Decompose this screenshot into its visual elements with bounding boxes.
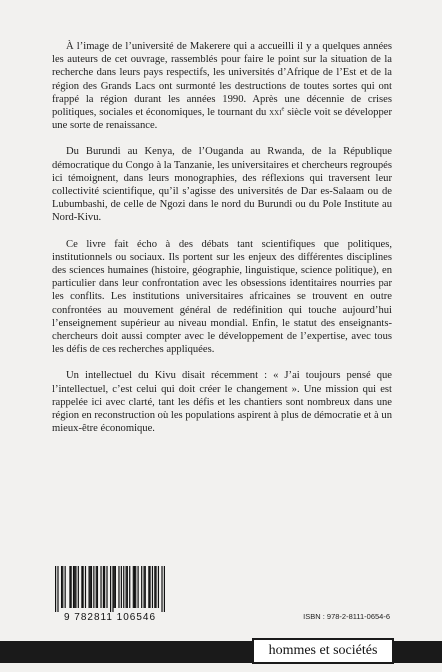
barcode-bar — [164, 566, 165, 612]
barcode-bar — [149, 566, 150, 608]
barcode-digits: 9 782811 106546 — [63, 612, 157, 623]
barcode-bar — [69, 566, 70, 608]
barcode-bar — [106, 566, 107, 608]
barcode-bar — [158, 566, 159, 608]
blurb-text — [52, 40, 392, 435]
barcode-bar — [126, 566, 127, 608]
barcode-bar — [81, 566, 82, 608]
barcode-bar — [133, 566, 134, 608]
barcode-bar — [78, 566, 79, 608]
barcode-bar — [75, 566, 76, 608]
barcode-bar — [73, 566, 74, 608]
barcode-bar — [61, 566, 62, 608]
barcode-bar — [123, 566, 124, 608]
barcode-bar — [110, 566, 111, 612]
paragraph-1 — [52, 40, 392, 132]
century-numeral: xxi — [269, 107, 282, 119]
barcode-bar — [90, 566, 91, 608]
paragraph-1-tail: siècle voit se développer une sorte de renaissance. — [52, 107, 392, 132]
barcode — [55, 566, 165, 626]
barcode-bar — [138, 566, 139, 608]
barcode-bar — [152, 566, 153, 608]
barcode-bar — [62, 566, 63, 608]
barcode-bar — [121, 566, 122, 608]
paragraph-2: Du Burundi au Kenya, de l’Ouganda au Rwanda, de la République démocratique du Congo à la Tanzanie, les universitaires et chercheurs regroupés ici témoignent, dans leurs monographies, des réflexions qui traversent leur collectivité scientifique, qu’il s’agisse des universités de Dar es-Salaam ou de Lubumbashi, de celle de Ngozi dans le nord du Burundi ou du Pole Institute au Nord-Kivu. — [52, 146, 392, 224]
paragraph-1-text: À l’image de l’université de Makerere qui a accueilli il y a quelques années les auteurs de cet ouvrage, rassemblés pour faire le point sur la situation de la recherche dans leurs pays respectifs, les universités d’Afrique de l’Est et de la région des Grands Lacs ont surmonté les destructions de toutes sortes qui ont frappé la région durant les années 1990. Après une décennie de crises politiques, sociales et économiques, le tournant du xxi — [52, 41, 392, 119]
barcode-bar — [88, 566, 89, 608]
barcode-bar — [118, 566, 119, 608]
barcode-bar — [85, 566, 86, 608]
barcode-bar — [91, 566, 92, 608]
barcode-bar — [57, 566, 58, 612]
barcode-bar — [127, 566, 128, 608]
paragraph-3: Ce livre fait écho à des débats tant scientifiques que politiques, institutionnels ou sociaux. Ils portent sur les enjeux des différentes disciplines des sciences humaines (histoire, géographie, linguistique, science politique), en particulier dans leur confrontation avec les obsessions identitaires nourries par les conflits. Les institutions universitaires africaines se trouvent en outre confrontées au mouvement général de redéfinition qui touche aujourd’hui l’enseignement supérieur au niveau mondial. Enfin, le statut des enseignants-chercheurs doit aussi compter avec le développement de l’expertise, avec tous les défis de ces recherches appliquées. — [52, 238, 392, 356]
barcode-bar — [100, 566, 101, 608]
barcode-bar — [115, 566, 116, 608]
isbn-label: ISBN : 978-2-8111-0654-6 — [303, 612, 390, 621]
paragraph-4: Un intellectuel du Kivu disait récemment : « J’ai toujours pensé que l’intellectuel, c’est celui qui doit créer le changement ». Une mission qui est rappelée ici avec clarté, tant les défis et les chantiers sont nombreux dans une région en reconstruction où les populations aspirent à plus de démocratie et à un mieux-être économique. — [52, 370, 392, 435]
barcode-bar — [141, 566, 142, 608]
barcode-bar — [71, 566, 72, 608]
barcode-bar — [161, 566, 162, 612]
barcode-bar — [65, 566, 66, 608]
barcode-bar — [114, 566, 115, 608]
barcode-bar — [104, 566, 105, 608]
barcode-bar — [155, 566, 156, 608]
barcode-bar — [74, 566, 75, 608]
barcode-bar — [143, 566, 144, 608]
barcode-bar — [154, 566, 155, 608]
barcode-bars — [55, 566, 165, 612]
barcode-bar — [103, 566, 104, 608]
barcode-bar — [112, 566, 113, 612]
barcode-bar — [96, 566, 97, 608]
barcode-bar — [135, 566, 136, 608]
barcode-bar — [55, 566, 56, 612]
century-superscript: e — [281, 105, 285, 113]
barcode-bar — [134, 566, 135, 608]
barcode-bar — [129, 566, 130, 608]
barcode-bar — [145, 566, 146, 608]
collection-name: hommes et sociétés — [252, 638, 394, 664]
barcode-bar — [148, 566, 149, 608]
barcode-bar — [83, 566, 84, 608]
barcode-bar — [93, 566, 94, 608]
barcode-bar — [97, 566, 98, 608]
